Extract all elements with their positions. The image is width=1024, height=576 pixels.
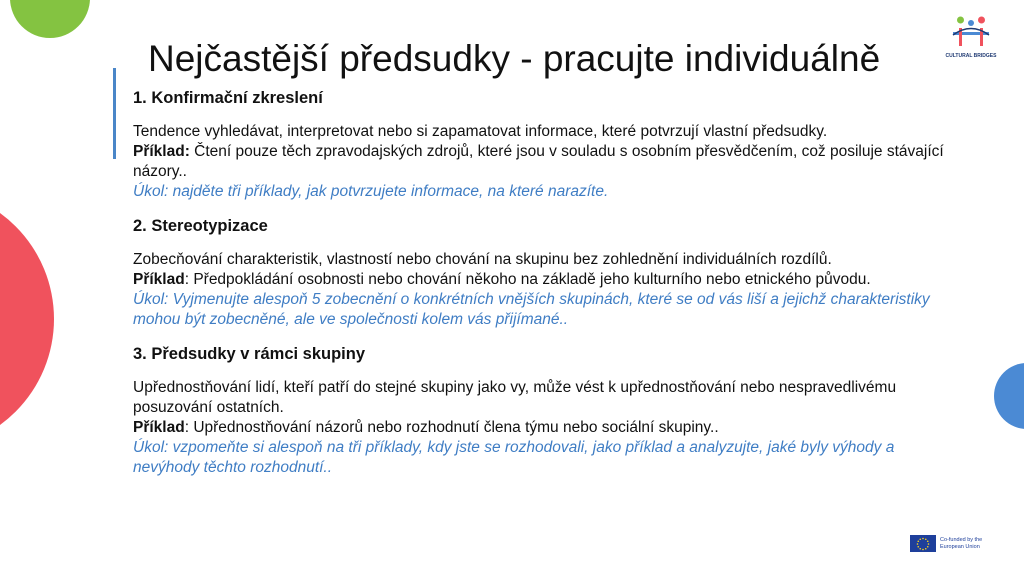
eu-cofunded-badge <box>910 535 1000 552</box>
section-heading: 3. Předsudky v rámci skupiny <box>133 345 366 363</box>
section-example <box>133 270 953 290</box>
section-description: Tendence vyhledávat, interpretovat nebo si zapamatovat informace, které potvrzují vlastní předsudky. <box>133 123 828 140</box>
section-description: Upřednostňování lidí, kteří patří do stejné skupiny jako vy, může vést k upřednostňování nebo nespravedlivému posuzování ostatních. <box>133 379 897 416</box>
section-task: Úkol: vzpomeňte si alespoň na tři příklady, kdy jste se rozhodovali, jako příklad a analyzujte, jaké byly výhody a nevýhody těchto rozhodnutí.. <box>133 439 895 476</box>
decorative-red-circle <box>0 188 54 450</box>
slide-content <box>133 88 953 492</box>
example-label: Příklad <box>133 271 185 288</box>
section-stereotyping <box>133 216 953 330</box>
eu-flag-icon <box>910 535 936 552</box>
section-task: Úkol: najděte tři příklady, jak potvrzujete informace, na které narazíte. <box>133 183 609 200</box>
accent-bar <box>113 68 116 159</box>
cultural-bridges-logo <box>940 14 1002 59</box>
section-example <box>133 418 953 438</box>
example-label: Příklad: <box>133 143 190 160</box>
example-text: Čtení pouze těch zpravodajských zdrojů, které jsou v souladu s osobním přesvědčením, což posiluje stávající názory.. <box>133 143 944 180</box>
example-text: : Předpokládání osobnosti nebo chování někoho na základě jeho kulturního nebo etnického původu. <box>184 271 871 288</box>
example-text: : Upřednostňování názorů nebo rozhodnutí člena týmu nebo sociální skupiny.. <box>184 419 719 436</box>
decorative-green-circle <box>10 0 90 38</box>
section-description: Zobecňování charakteristik, vlastností nebo chování na skupinu bez zohlednění individuálních rozdílů. <box>133 251 832 268</box>
example-label: Příklad <box>133 419 185 436</box>
section-example <box>133 142 953 182</box>
eu-cofunded-text: Co-funded by the European Union <box>940 536 983 550</box>
section-task: Úkol: Vyjmenujte alespoň 5 zobecnění o konkrétních vnějších skupinách, které se od vás liší a jejichž charakteristiky mohou být zobecněné, ale ve společnosti kolem vás přijímané.. <box>133 291 930 328</box>
slide-title: Nejčastější předsudky - pracujte individuálně <box>148 38 881 79</box>
decorative-blue-circle <box>994 363 1024 429</box>
section-confirmation-bias <box>133 88 953 202</box>
section-heading: 1. Konfirmační zkreslení <box>133 89 323 107</box>
section-heading: 2. Stereotypizace <box>133 217 268 235</box>
bridge-people-icon <box>951 14 991 48</box>
logo-text: CULTURAL BRIDGES <box>945 53 997 59</box>
section-ingroup-bias <box>133 344 953 478</box>
